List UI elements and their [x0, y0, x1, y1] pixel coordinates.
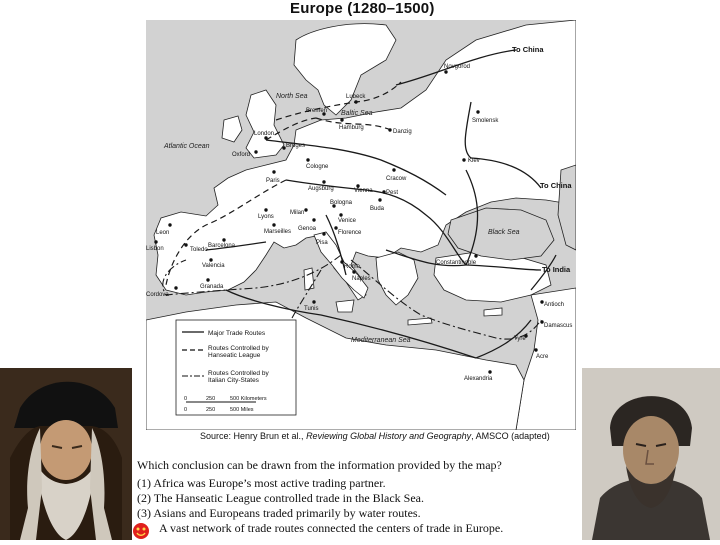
city-label-cologne: Cologne — [306, 164, 329, 170]
city-dot — [154, 240, 157, 243]
city-label-kiev: Kiev — [468, 158, 480, 164]
answer-option-4[interactable]: A vast network of trade routes connected the centers of trade in Europe. — [159, 521, 504, 535]
scale-mi-500: 500 Miles — [230, 407, 254, 413]
city-label-oxford: Oxford — [232, 152, 251, 158]
city-dot — [392, 168, 395, 171]
city-label-novgorod: Novgorod — [444, 64, 471, 70]
source-suffix: , AMSCO (adapted) — [471, 431, 550, 441]
city-label-marseilles: Marseilles — [264, 229, 292, 235]
map-source — [200, 431, 550, 441]
answer-option-2[interactable]: (2) The Hanseatic League controlled trade in the Black Sea. — [137, 491, 424, 505]
city-dot — [352, 270, 355, 273]
trade-route-map — [146, 20, 576, 430]
land-sardinia — [304, 268, 314, 290]
city-label-barcelona: Barcelona — [208, 243, 236, 249]
city-label-lubeck: Lubeck — [346, 94, 366, 100]
city-dot — [222, 238, 225, 241]
city-label-leon: Leon — [156, 230, 170, 236]
city-label-london: London — [254, 131, 275, 137]
city-label-danzig: Danzig — [393, 129, 412, 135]
city-label-paris: Paris — [266, 178, 280, 184]
city-label-constantinople: Constantinople — [436, 260, 477, 266]
city-dot — [272, 223, 275, 226]
label-to-china-east: To China — [540, 181, 572, 190]
city-label-florence: Florence — [338, 230, 362, 236]
selected-answer-icon — [132, 522, 150, 540]
city-label-antioch: Antioch — [544, 302, 565, 308]
city-dot — [488, 370, 491, 373]
city-dot — [388, 128, 391, 131]
source-prefix: Source: Henry Brun et al., — [200, 431, 307, 441]
label-black-sea: Black Sea — [488, 229, 520, 236]
city-label-cracow: Cracow — [386, 176, 407, 182]
scale-tick-250: 250 — [206, 396, 216, 402]
legend-major-label: Major Trade Routes — [208, 330, 266, 337]
label-atlantic-ocean: Atlantic Ocean — [164, 143, 210, 150]
scale-tick-0: 0 — [184, 396, 188, 402]
city-label-lisbon: Lisbon — [146, 246, 164, 252]
city-label-toledo: Toledo — [190, 247, 208, 253]
answer-option-1[interactable]: (1) Africa was Europe’s most active trading partner. — [137, 476, 386, 490]
city-dot — [340, 118, 343, 121]
answer-option-3[interactable]: (3) Asians and Europeans traded primarily by water routes. — [137, 506, 421, 520]
city-label-pest: Pest — [386, 190, 399, 196]
city-dot — [209, 258, 212, 261]
scale-mi-250: 250 — [206, 407, 216, 413]
question-block — [137, 458, 577, 536]
portrait-right — [582, 368, 720, 540]
city-label-smolensk: Smolensk — [472, 118, 499, 124]
portrait-right-image — [582, 368, 720, 540]
city-label-acre: Acre — [536, 354, 549, 360]
legend-hanseatic-label: Routes Controlled by Hanseatic League — [208, 345, 269, 359]
city-dot — [174, 286, 177, 289]
city-label-genoa: Genoa — [298, 226, 317, 232]
question-prompt: Which conclusion can be drawn from the information provided by the map? — [137, 458, 502, 472]
city-dot — [474, 254, 477, 257]
land-sicily — [336, 300, 354, 312]
city-label-alexandria: Alexandria — [464, 376, 493, 382]
city-dot — [322, 180, 325, 183]
city-dot — [206, 278, 209, 281]
city-label-pisa: Pisa — [316, 240, 328, 246]
city-dot — [339, 213, 342, 216]
city-label-hamburg: Hamburg — [339, 125, 364, 131]
label-north-sea: North Sea — [276, 93, 308, 100]
map-title: Europe (1280–1500) — [290, 0, 435, 17]
label-to-india: To India — [542, 265, 571, 274]
map-legend — [176, 320, 296, 415]
city-dot — [312, 300, 315, 303]
city-dot — [306, 158, 309, 161]
city-label-lyons: Lyons — [258, 214, 274, 220]
city-label-bremen: Bremen — [306, 108, 328, 114]
city-dot — [354, 100, 357, 103]
city-dot — [444, 70, 447, 73]
scale-mi-0: 0 — [184, 407, 188, 413]
city-dot — [272, 170, 275, 173]
city-label-damascus: Damascus — [544, 323, 573, 329]
portrait-left — [0, 368, 132, 540]
legend-italian-label: Routes Controlled by Italian City-States — [208, 370, 269, 384]
label-mediterranean-sea: Mediterranean Sea — [351, 337, 411, 344]
city-dot — [322, 232, 325, 235]
map-svg — [146, 20, 576, 430]
label-to-china-north: To China — [512, 45, 544, 54]
city-label-buda: Buda — [370, 206, 385, 212]
city-label-naples: Naples — [352, 276, 371, 282]
city-label-valencia: Valencia — [202, 263, 225, 269]
city-dot — [534, 348, 537, 351]
city-label-venice: Venice — [338, 218, 357, 224]
city-label-milan: Milan — [290, 210, 305, 216]
label-baltic-sea: Baltic Sea — [341, 110, 373, 117]
city-label-augsburg: Augsburg — [308, 186, 334, 192]
city-label-cordova: Cordova — [146, 292, 169, 298]
city-dot — [462, 158, 465, 161]
city-label-granada: Granada — [200, 284, 224, 290]
city-label-bologna: Bologna — [330, 200, 353, 206]
source-title: Reviewing Global History and Geography — [306, 431, 472, 441]
scale-tick-500-km: 500 Kilometers — [230, 396, 267, 402]
city-dot — [168, 223, 171, 226]
city-label-vienna: Vienna — [354, 188, 373, 194]
portrait-left-image — [0, 368, 132, 540]
city-label-rome: Rome — [344, 264, 361, 270]
city-label-tunis: Tunis — [304, 306, 319, 312]
city-dot — [312, 218, 315, 221]
city-dot — [304, 208, 307, 211]
city-dot — [254, 150, 257, 153]
city-label-bruges: Bruges — [286, 143, 306, 149]
city-dot — [476, 110, 479, 113]
city-dot — [184, 243, 187, 246]
city-dot — [378, 198, 381, 201]
city-dot — [264, 208, 267, 211]
city-label-tyre: Tyre — [514, 336, 526, 342]
